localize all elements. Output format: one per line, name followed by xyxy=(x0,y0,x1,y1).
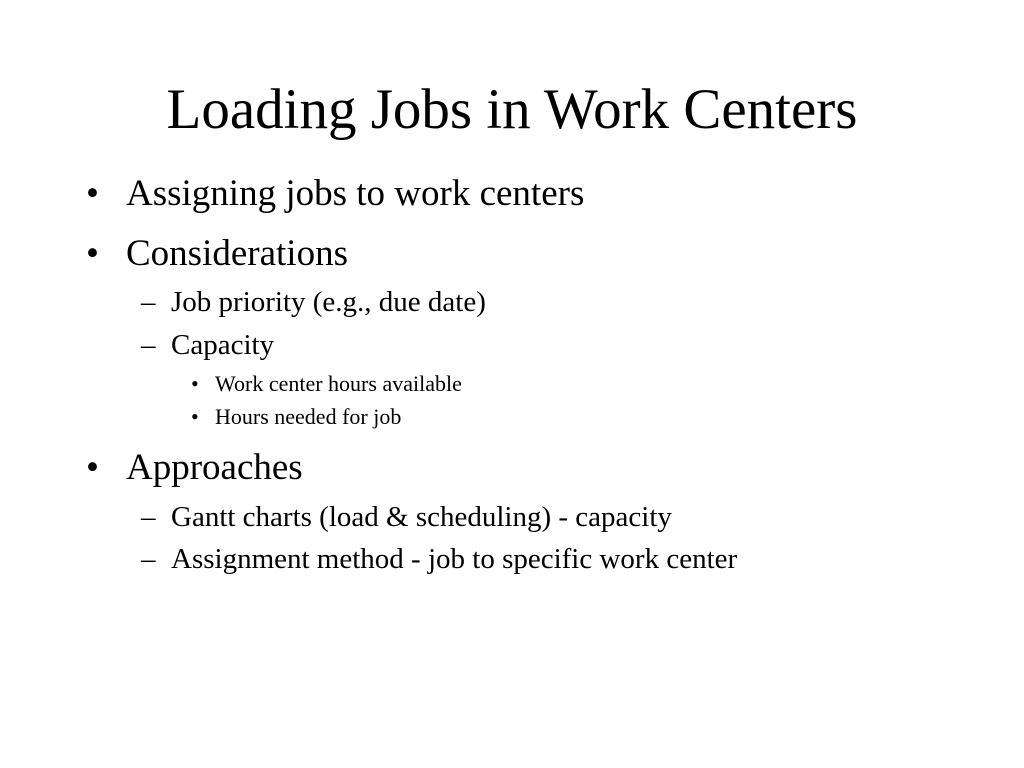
sub-bullet-assignment-method xyxy=(141,541,738,577)
bullet-text: Work center hours available xyxy=(215,371,462,396)
sub-sub-bullet-hours-needed xyxy=(191,403,402,431)
bullet-marker: • xyxy=(86,173,99,214)
sub-bullet-job-priority xyxy=(141,284,486,320)
dash-marker: – xyxy=(141,543,156,575)
slide-title: Loading Jobs in Work Centers xyxy=(166,78,858,141)
sub-bullet-capacity xyxy=(141,327,275,363)
dash-marker: – xyxy=(141,329,156,361)
bullet-text: Job priority (e.g., due date) xyxy=(171,286,486,318)
bullet-marker: • xyxy=(86,233,99,274)
bullet-approaches xyxy=(86,446,303,490)
sub-sub-bullet-work-center-hours xyxy=(191,370,462,398)
bullet-considerations xyxy=(86,232,348,276)
bullet-marker: • xyxy=(86,447,99,488)
bullet-text: Assigning jobs to work centers xyxy=(126,173,585,214)
bullet-text: Approaches xyxy=(126,447,303,488)
bullet-text: Considerations xyxy=(126,233,348,274)
bullet-text: Capacity xyxy=(171,329,275,361)
dash-marker: – xyxy=(141,286,156,318)
bullet-text: Assignment method - job to specific work center xyxy=(171,543,738,575)
bullet-marker: • xyxy=(191,371,199,396)
bullet-marker: • xyxy=(191,404,199,429)
bullet-text: Hours needed for job xyxy=(215,404,402,429)
bullet-assigning-jobs xyxy=(86,172,585,216)
sub-bullet-gantt-charts xyxy=(141,499,672,535)
bullet-text: Gantt charts (load & scheduling) - capacity xyxy=(171,501,672,533)
dash-marker: – xyxy=(141,501,156,533)
